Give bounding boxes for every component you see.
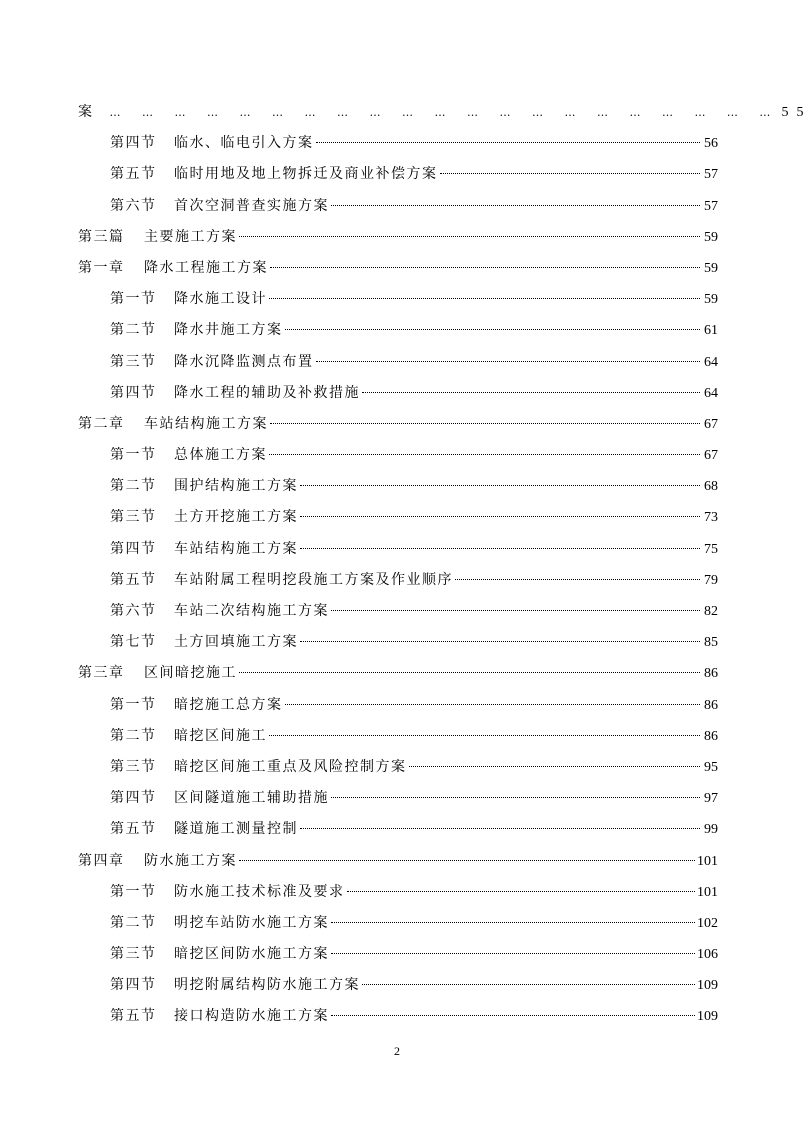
toc-entry-label	[110, 814, 298, 845]
toc-leader-dots	[285, 704, 701, 705]
toc-entry-number: 第二节	[110, 914, 157, 931]
toc-entry-label	[110, 191, 329, 222]
toc-entry[interactable]	[78, 253, 718, 284]
toc-leader-dots	[331, 797, 700, 798]
toc-leader-dots	[409, 766, 701, 767]
toc-entry-page: 61	[704, 323, 718, 339]
toc-entry-page: 56	[704, 136, 718, 152]
toc-entry-number: 第三章	[78, 665, 125, 682]
toc-entry-label	[110, 908, 329, 939]
toc-entry-page: 101	[697, 884, 718, 900]
toc-entry-label	[110, 877, 345, 908]
toc-leader-dots	[270, 423, 700, 424]
toc-entry-label	[78, 658, 237, 689]
toc-entry-title: 首次空洞普查实施方案	[174, 197, 329, 214]
toc-entry-page: 73	[704, 510, 718, 526]
toc-continuation-line	[78, 97, 811, 128]
toc-entry[interactable]	[78, 783, 718, 814]
toc-entry[interactable]	[78, 128, 718, 159]
toc-entry[interactable]	[78, 752, 718, 783]
toc-leader-dots	[269, 735, 700, 736]
toc-entry-number: 第三篇	[78, 228, 125, 245]
toc-entry[interactable]	[78, 565, 718, 596]
toc-entry-page: 59	[704, 292, 718, 308]
toc-entry[interactable]	[78, 502, 718, 533]
toc-entry-number: 第四章	[78, 852, 125, 869]
toc-entry-page: 59	[704, 260, 718, 276]
page-number: 2	[394, 1044, 400, 1058]
toc-entry-title: 土方回填施工方案	[174, 634, 298, 651]
toc-leader-dots	[316, 361, 701, 362]
toc-entry-number: 第一节	[110, 883, 157, 900]
toc-entry-page: 86	[704, 728, 718, 744]
toc-leader-dots	[300, 516, 700, 517]
toc-entry-title: 降水井施工方案	[174, 322, 283, 339]
toc-entry-page: 101	[697, 853, 718, 869]
toc-entry-label	[110, 783, 329, 814]
toc-entry-label	[78, 222, 237, 253]
toc-leader-dots	[239, 672, 700, 673]
toc-entry-page: 55	[781, 105, 811, 120]
toc-entry[interactable]	[78, 471, 718, 502]
toc-leader-dots	[347, 891, 696, 892]
toc-entry-label	[110, 315, 283, 346]
toc-entry-label	[110, 159, 438, 190]
toc-entry-title: 防水施工方案	[144, 852, 237, 869]
toc-entry-page: 59	[704, 229, 718, 245]
toc-entry-page: 102	[697, 915, 718, 931]
toc-entry[interactable]	[78, 908, 718, 939]
toc-entry-number: 第三节	[110, 353, 157, 370]
toc-entry-page: 57	[704, 198, 718, 214]
toc-entry-title: 暗挖施工总方案	[174, 696, 283, 713]
toc-entry-page: 99	[704, 822, 718, 838]
table-of-contents	[78, 97, 811, 1033]
toc-leader-dots	[331, 922, 695, 923]
toc-entry-page: 64	[704, 354, 718, 370]
toc-entry-number: 第四节	[110, 977, 157, 994]
toc-leader-dots	[300, 828, 700, 829]
toc-entry-title: 案	[78, 104, 94, 120]
toc-entry-label	[78, 409, 268, 440]
toc-leader-dots	[269, 454, 700, 455]
toc-entry-page: 86	[704, 697, 718, 713]
toc-entry-title: 明挖附属结构防水施工方案	[174, 977, 360, 994]
toc-entry[interactable]	[78, 939, 718, 970]
toc-entry-page: 109	[697, 978, 718, 994]
toc-entry[interactable]	[78, 191, 718, 222]
toc-entry-label	[110, 378, 360, 409]
toc-entry-label	[110, 970, 360, 1001]
toc-leader-dots	[331, 610, 700, 611]
toc-entry[interactable]	[78, 596, 718, 627]
toc-entry-title: 明挖车站防水施工方案	[174, 914, 329, 931]
toc-entry-number: 第一章	[78, 259, 125, 276]
toc-entry-title: 暗挖区间施工重点及风险控制方案	[174, 758, 407, 775]
toc-entry-title: 车站结构施工方案	[174, 540, 298, 557]
toc-entry-label	[110, 596, 329, 627]
toc-entry[interactable]	[78, 534, 718, 565]
toc-entry[interactable]	[78, 347, 718, 378]
toc-entry[interactable]	[78, 284, 718, 315]
toc-entry-title: 土方开挖施工方案	[174, 509, 298, 526]
toc-entry[interactable]	[78, 159, 718, 190]
toc-entry-page: 75	[704, 541, 718, 557]
toc-entry-label	[110, 627, 298, 658]
toc-entry-page: 79	[704, 572, 718, 588]
toc-leader-dots	[362, 984, 695, 985]
toc-entry-title: 暗挖区间施工	[174, 727, 267, 744]
toc-leader-dots	[331, 1015, 695, 1016]
toc-leader-dots	[269, 298, 700, 299]
toc-entry[interactable]	[78, 690, 718, 721]
toc-entry[interactable]	[78, 1001, 718, 1032]
toc-leader-dots	[300, 548, 700, 549]
toc-entry-number: 第一节	[110, 696, 157, 713]
toc-entry[interactable]	[78, 627, 718, 658]
toc-entry-label	[110, 128, 314, 159]
toc-entry-label	[110, 347, 314, 378]
toc-entry-label	[110, 565, 453, 596]
toc-entry-number: 第四节	[110, 790, 157, 807]
toc-entry[interactable]	[78, 222, 718, 253]
toc-entry-label	[110, 471, 298, 502]
toc-entry[interactable]	[78, 658, 718, 689]
toc-entry-number: 第三节	[110, 509, 157, 526]
toc-entry-page: 95	[704, 759, 718, 775]
toc-entry-number: 第六节	[110, 603, 157, 619]
toc-entry-title: 降水工程的辅助及补救措施	[174, 384, 360, 401]
toc-entry-number: 第四节	[110, 384, 157, 401]
toc-entry-label	[110, 440, 267, 471]
toc-entry[interactable]	[78, 409, 718, 440]
toc-leader-dots: … … … … … … … … … … … … … … … … … … … … …	[109, 106, 780, 119]
toc-leader-dots	[239, 236, 700, 237]
toc-entry[interactable]	[78, 970, 718, 1001]
toc-entry-title: 车站结构施工方案	[144, 415, 268, 432]
toc-entry-number: 第二节	[110, 727, 157, 744]
toc-entry[interactable]	[78, 440, 718, 471]
toc-entry-title: 区间暗挖施工	[144, 665, 237, 682]
toc-entry-title: 围护结构施工方案	[174, 478, 298, 495]
toc-entry[interactable]	[78, 315, 718, 346]
toc-entry-label	[110, 284, 267, 315]
toc-entry-page: 64	[704, 385, 718, 401]
toc-entry-page: 97	[704, 791, 718, 807]
toc-entry-title: 区间隧道施工辅助措施	[174, 790, 329, 807]
toc-entry-label	[110, 939, 329, 970]
toc-entry-label	[78, 846, 237, 877]
toc-entry-number: 第二章	[78, 415, 125, 432]
toc-entry-title: 降水沉降监测点布置	[174, 353, 314, 370]
toc-entry-title: 降水工程施工方案	[144, 259, 268, 276]
toc-leader-dots	[316, 142, 701, 143]
toc-entry[interactable]	[78, 877, 718, 908]
toc-entry-page: 68	[704, 479, 718, 495]
toc-entry-number: 第七节	[110, 634, 157, 651]
toc-entry-number: 第六节	[110, 197, 157, 214]
toc-entry-page: 85	[704, 635, 718, 651]
toc-entry-label	[110, 690, 283, 721]
toc-entry-title: 隧道施工测量控制	[174, 821, 298, 838]
toc-leader-dots	[362, 392, 700, 393]
toc-entry-title: 临水、临电引入方案	[174, 135, 314, 152]
toc-leader-dots	[239, 860, 695, 861]
toc-entry-page: 106	[697, 947, 718, 963]
toc-entry-title: 临时用地及地上物拆迁及商业补偿方案	[174, 166, 438, 183]
toc-entry-label	[110, 534, 298, 565]
toc-entry-page: 57	[704, 167, 718, 183]
toc-entry-page: 109	[697, 1009, 718, 1025]
toc-entry-number: 第三节	[110, 758, 157, 775]
toc-entry-label	[110, 1001, 329, 1032]
toc-entry-page: 86	[704, 666, 718, 682]
toc-entry-label	[110, 502, 298, 533]
toc-entry-number: 第五节	[110, 1008, 157, 1025]
toc-entry-title: 车站附属工程明挖段施工方案及作业顺序	[174, 571, 453, 588]
toc-leader-dots	[300, 485, 700, 486]
toc-entry-title: 接口构造防水施工方案	[174, 1008, 329, 1025]
toc-entry-number: 第五节	[110, 166, 157, 183]
toc-entry-number: 第一节	[110, 447, 157, 464]
toc-leader-dots	[331, 205, 700, 206]
toc-entries	[78, 128, 718, 1032]
toc-entry-title: 防水施工技术标准及要求	[174, 883, 345, 900]
toc-entry-number: 第四节	[110, 135, 157, 152]
toc-entry-number: 第三节	[110, 946, 157, 963]
toc-leader-dots	[270, 267, 700, 268]
toc-leader-dots	[440, 173, 701, 174]
toc-entry-title: 主要施工方案	[144, 228, 237, 245]
toc-leader-dots	[285, 329, 701, 330]
toc-entry-page: 67	[704, 416, 718, 432]
toc-leader-dots	[300, 641, 700, 642]
toc-entry[interactable]	[78, 846, 718, 877]
toc-entry[interactable]	[78, 814, 718, 845]
toc-entry-number: 第四节	[110, 540, 157, 557]
toc-entry[interactable]	[78, 378, 718, 409]
toc-entry-title: 降水施工设计	[174, 291, 267, 308]
toc-entry-label	[110, 752, 407, 783]
toc-entry-number: 第五节	[110, 821, 157, 838]
toc-entry-label	[110, 721, 267, 752]
toc-entry-number: 第二节	[110, 322, 157, 339]
toc-entry-page: 67	[704, 448, 718, 464]
toc-entry-title: 车站二次结构施工方案	[174, 603, 329, 619]
toc-entry-page: 82	[704, 604, 718, 619]
toc-entry-number: 第二节	[110, 478, 157, 495]
toc-entry-title: 暗挖区间防水施工方案	[174, 946, 329, 963]
toc-entry[interactable]	[78, 721, 718, 752]
toc-leader-dots	[455, 579, 700, 580]
toc-entry-label	[78, 253, 268, 284]
toc-leader-dots	[331, 953, 695, 954]
toc-entry-number: 第一节	[110, 291, 157, 308]
toc-entry-number: 第五节	[110, 571, 157, 588]
toc-entry-title: 总体施工方案	[174, 447, 267, 464]
